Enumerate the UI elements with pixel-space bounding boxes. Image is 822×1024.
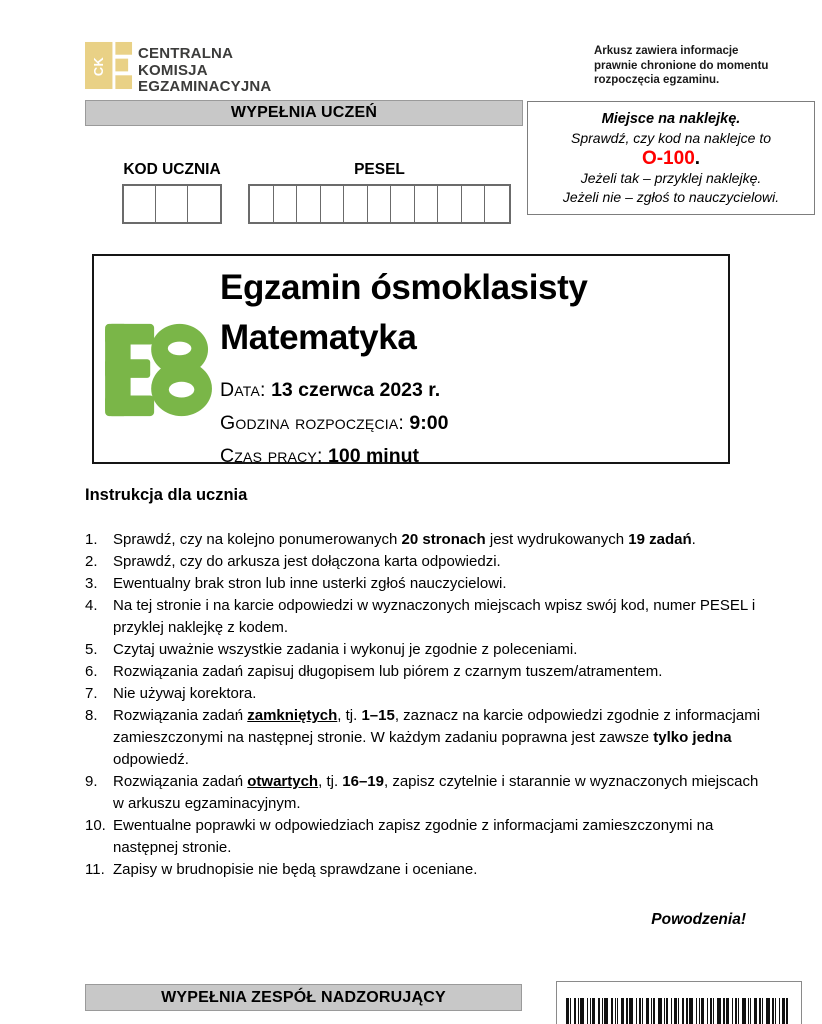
exam-title-box [92, 254, 730, 467]
sticker-title: Miejsce na naklejkę. [601, 111, 741, 127]
sticker-code-line [528, 148, 814, 169]
pesel-cell [297, 186, 321, 222]
sticker-box [527, 101, 815, 215]
instruction-number: 9. [85, 773, 98, 790]
instruction-number: 4. [85, 597, 98, 614]
exam-title-line2: Matematyka [220, 318, 417, 357]
instruction-item [85, 705, 764, 771]
pesel-label: PESEL [354, 161, 405, 178]
pesel-cell [415, 186, 439, 222]
pesel-field [248, 161, 511, 224]
exam-fields [220, 374, 587, 473]
sticker-line: Sprawdź, czy kod na naklejce to [571, 130, 771, 146]
org-name-line: KOMISJA [138, 61, 208, 79]
instruction-item [85, 573, 764, 595]
kod-cell [156, 186, 188, 222]
pesel-cells [248, 184, 511, 224]
instruction-number: 10. [85, 817, 106, 834]
org-name-line: EGZAMINACYJNA [138, 78, 272, 95]
instruction-number: 2. [85, 553, 98, 570]
instruction-text: Czytaj uważnie wszystkie zadania i wykonuj je zgodnie z poleceniami. [113, 641, 578, 658]
cke-logo-icon [85, 41, 134, 90]
exam-field-label: Data: [220, 379, 266, 401]
exam-field-label: Godzina rozpoczęcia: [220, 412, 405, 434]
good-luck-text: Powodzenia! [651, 911, 746, 928]
instruction-number: 3. [85, 575, 98, 592]
pesel-cell [391, 186, 415, 222]
legal-notice-line: rozpoczęcia egzaminu. [594, 74, 720, 86]
supervisor-section-bar [85, 984, 522, 1011]
exam-field-value: 13 czerwca 2023 r. [265, 379, 441, 401]
instruction-item [85, 551, 764, 573]
sticker-line: Jeżeli tak – przyklej naklejkę. [580, 170, 762, 186]
pesel-cell [274, 186, 298, 222]
cke-logo-text: CK [91, 56, 107, 77]
exam-field-row [220, 440, 587, 473]
exam-field-value: 100 minut [322, 445, 420, 467]
barcode-box [556, 981, 802, 1024]
instructions-section [85, 486, 764, 929]
student-section-bar [85, 100, 523, 126]
exam-field-row [220, 374, 587, 407]
e8-logo-icon [105, 320, 215, 420]
org-name [138, 46, 271, 96]
kod-ucznia-field [122, 161, 222, 224]
instruction-number: 8. [85, 707, 98, 724]
instruction-item [85, 661, 764, 683]
sticker-line: Jeżeli nie – zgłoś to nauczycielowi. [562, 189, 780, 205]
instruction-text: Na tej stronie i na karcie odpowiedzi w wyznaczonych miejscach wpisz swój kod, numer PESEL i przyklej naklejkę z kodem. [113, 597, 756, 636]
legal-notice [594, 44, 818, 88]
legal-notice-line: prawnie chronione do momentu [594, 59, 769, 72]
instruction-text: Sprawdź, czy do arkusza jest dołączona karta odpowiedzi. [113, 553, 501, 570]
pesel-cell [485, 186, 509, 222]
instruction-item [85, 771, 764, 815]
instruction-text: Rozwiązania zadań zamkniętych, tj. 1–15, zaznacz na karcie odpowiedzi zgodnie z informacjami zamieszczonymi na następnej stronie. W każdym zadaniu poprawna jest zawsze tylko jedna odpowiedź. [113, 707, 761, 768]
pesel-cell [438, 186, 462, 222]
instructions-heading: Instrukcja dla ucznia [85, 486, 248, 504]
instruction-text: Rozwiązania zadań otwartych, tj. 16–19, zapisz czytelnie i starannie w wyznaczonych miejscach w arkuszu egzaminacyjnym. [113, 773, 759, 812]
legal-notice-line: Arkusz zawiera informacje [594, 45, 739, 57]
kod-cell [188, 186, 220, 222]
instruction-number: 5. [85, 641, 98, 658]
exam-field-value: 9:00 [404, 412, 449, 434]
instruction-item [85, 529, 764, 551]
instruction-number: 1. [85, 531, 98, 548]
exam-title-line1: Egzamin ósmoklasisty [220, 268, 588, 307]
exam-field-row [220, 407, 587, 440]
instruction-text: Zapisy w brudnopisie nie będą sprawdzane i oceniane. [113, 861, 478, 878]
exam-text [220, 263, 587, 473]
exam-field-label: Czas pracy: [220, 445, 323, 467]
supervisor-section-bar-title: WYPEŁNIA ZESPÓŁ NADZORUJĄCY [161, 988, 446, 1006]
instruction-text: Ewentualne poprawki w odpowiedziach zapisz zgodnie z informacjami zamieszczonymi na następnej stronie. [113, 817, 714, 856]
sticker-code: O-100 [641, 148, 695, 169]
sticker-code-suffix: . [694, 148, 701, 169]
pesel-cell [368, 186, 392, 222]
instruction-item [85, 859, 764, 881]
pesel-cell [321, 186, 345, 222]
instruction-number: 11. [85, 861, 105, 878]
instruction-text: Rozwiązania zadań zapisuj długopisem lub piórem z czarnym tuszem/atramentem. [113, 663, 663, 680]
instruction-item [85, 595, 764, 639]
pesel-cell [344, 186, 368, 222]
kod-ucznia-cells [122, 184, 222, 224]
instruction-number: 7. [85, 685, 98, 702]
pesel-cell [250, 186, 274, 222]
instruction-item [85, 683, 764, 705]
instruction-text: Ewentualny brak stron lub inne usterki zgłoś nauczycielowi. [113, 575, 507, 592]
kod-ucznia-label: KOD UCZNIA [123, 161, 221, 178]
instruction-text: Nie używaj korektora. [113, 685, 257, 702]
org-name-line: CENTRALNA [138, 45, 234, 62]
instruction-item [85, 639, 764, 661]
pesel-cell [462, 186, 486, 222]
student-section-bar-title: WYPEŁNIA UCZEŃ [230, 104, 378, 121]
instruction-item [85, 815, 764, 859]
kod-cell [124, 186, 156, 222]
instruction-text: Sprawdź, czy na kolejno ponumerowanych 20 stronach jest wydrukowanych 19 zadań. [113, 531, 696, 548]
barcode-icon [566, 998, 792, 1024]
instruction-number: 6. [85, 663, 98, 680]
instructions-list [85, 529, 764, 881]
